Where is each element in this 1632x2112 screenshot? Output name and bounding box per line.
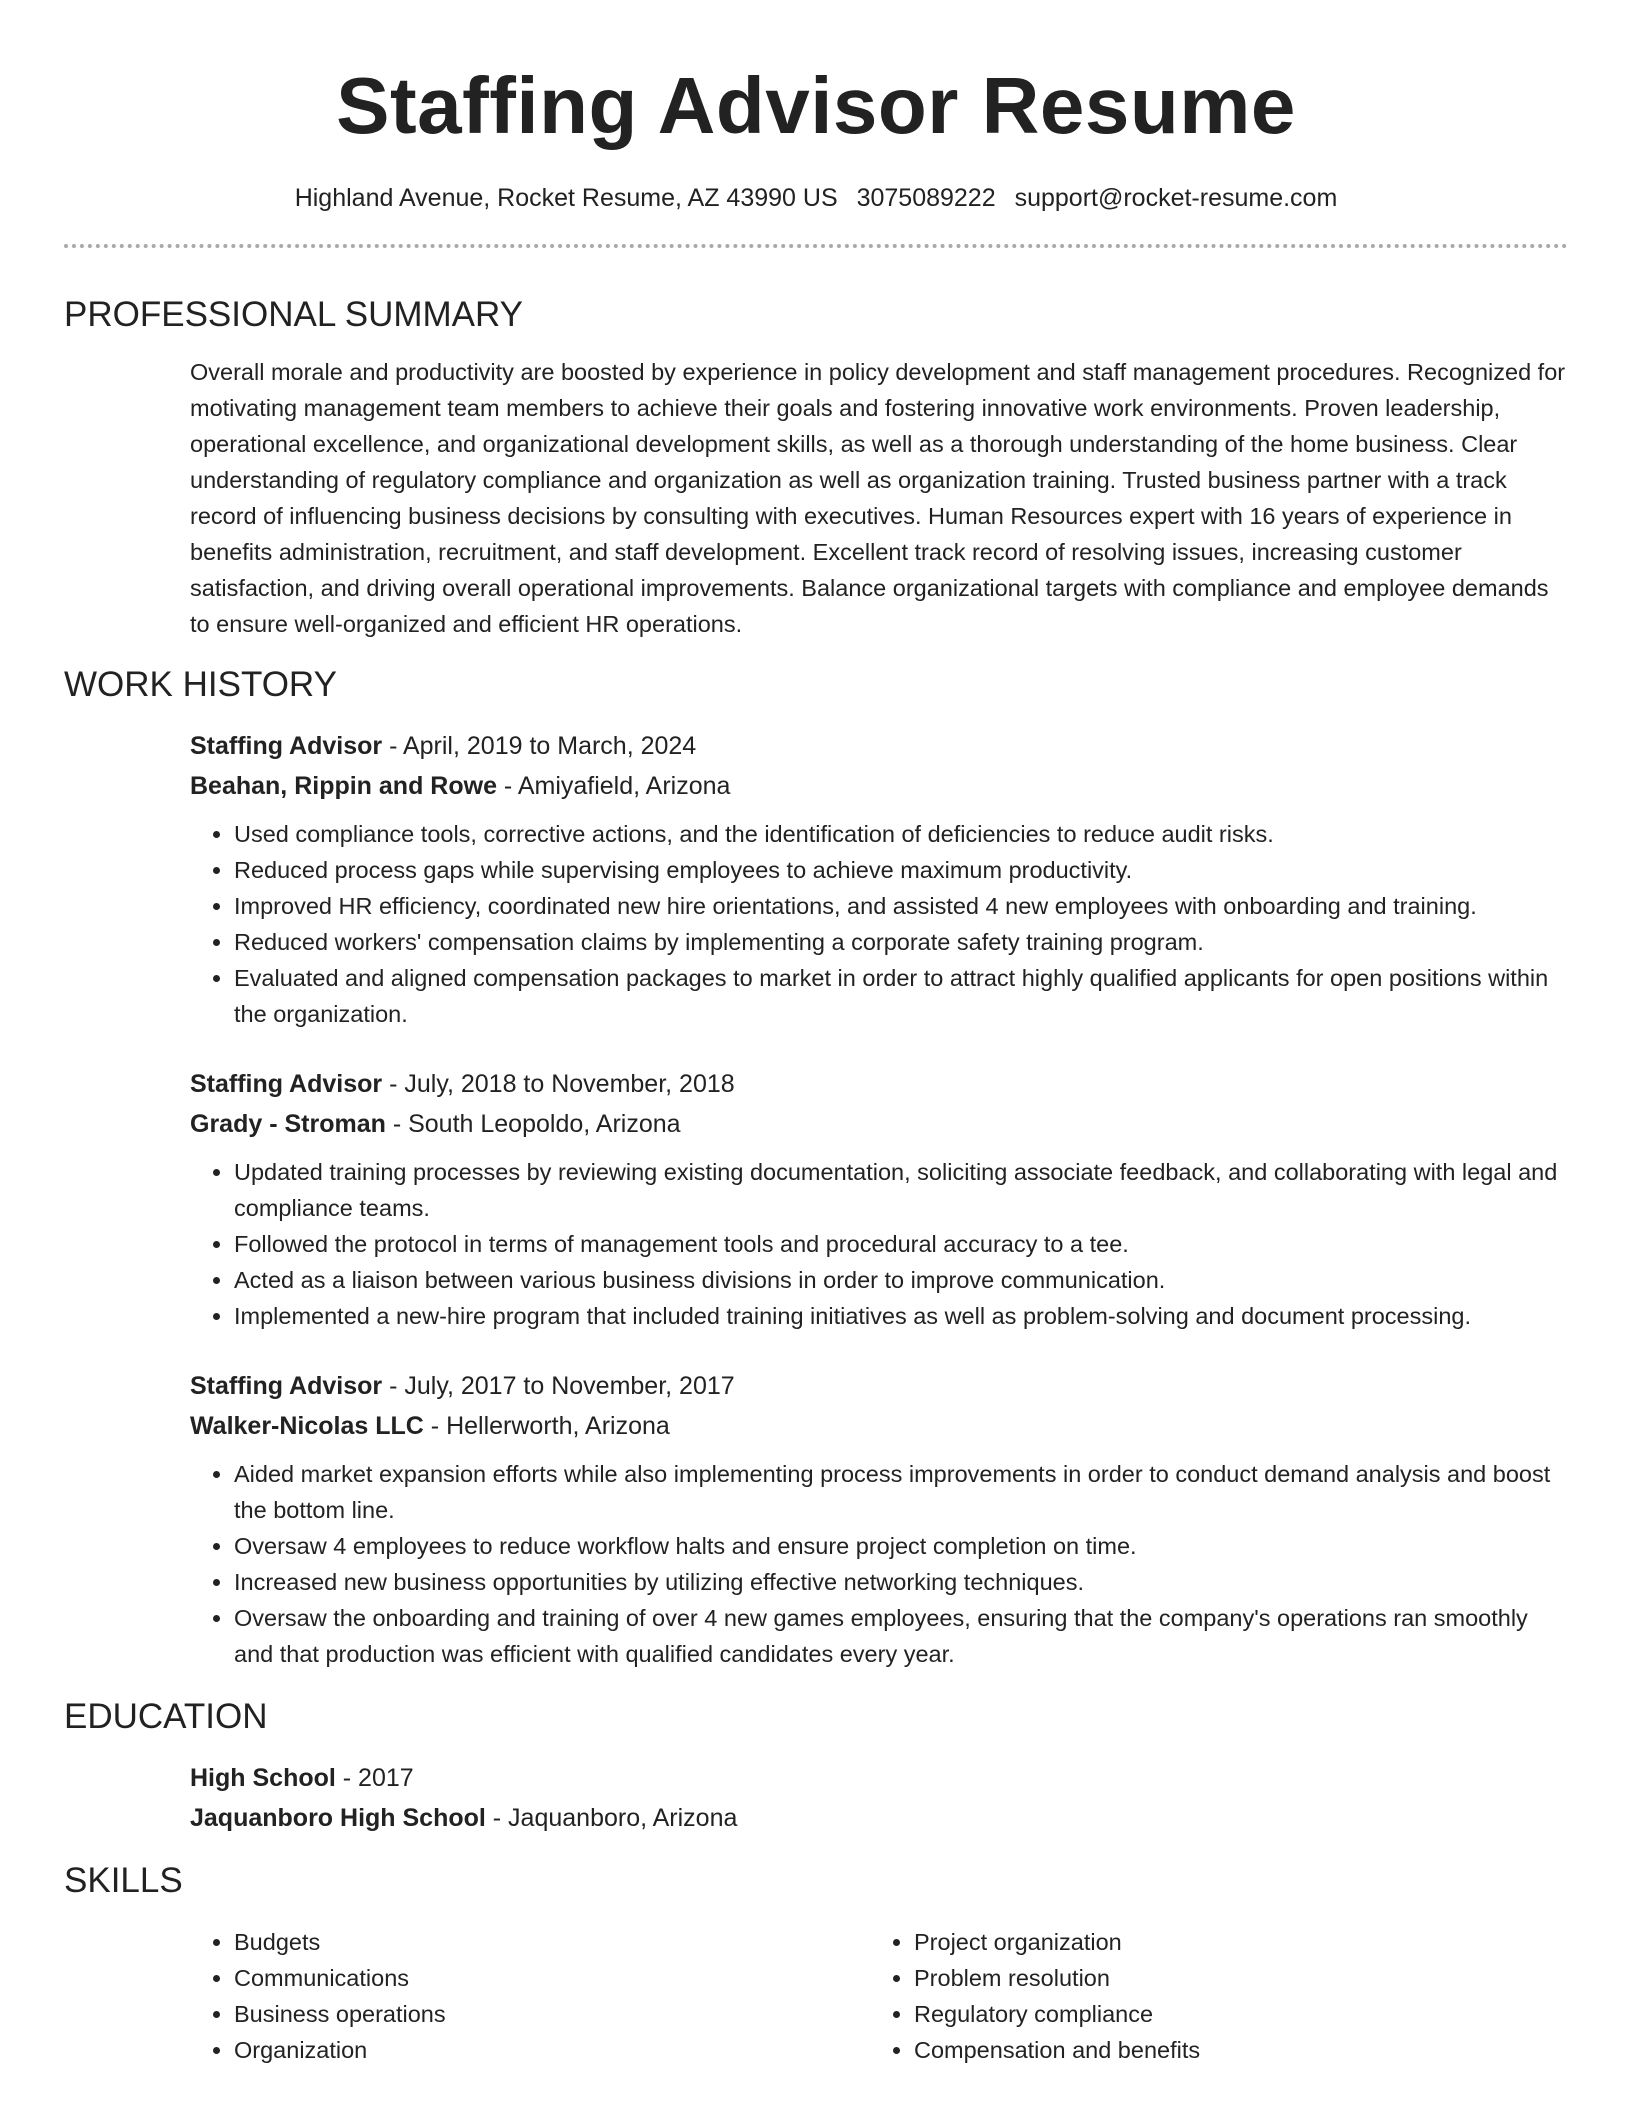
education-location: - Jaquanboro, Arizona [485, 1804, 738, 1832]
summary-text: Overall morale and productivity are boosted by experience in policy development and staff management procedures. Recognized for motivating management team members to achieve their goals and fostering innovative work environments. Proven leadership, operational excellence, and organizational development skills, as well as a thorough understanding of the home business. Clear understanding of regulatory compliance and organization as well as organization training. Trusted business partner with a track record of influencing business decisions by consulting with executives. Human Resources expert with 16 years of experience in benefits administration, recruitment, and staff development. Excellent track record of resolving issues, increasing customer satisfaction, and driving overall operational improvements. Balance organizational targets with compliance and employee demands to ensure well-organized and efficient HR operations. [190, 359, 1566, 637]
job-company: Beahan, Rippin and Rowe [190, 772, 497, 800]
contact-address: Highland Avenue, Rocket Resume, AZ 43990 US [294, 184, 838, 212]
skills-columns [190, 1924, 1568, 2068]
job-dates: - April, 2019 to March, 2024 [382, 732, 697, 760]
job-entry [190, 1366, 1568, 1672]
job-bullet: • Increased new business opportunities by utilizing effective networking techniques. [234, 1564, 1568, 1600]
professional-summary-section [64, 294, 1568, 642]
education-degree-line [190, 1758, 1568, 1798]
job-title-line [190, 1366, 1568, 1406]
job-title-line [190, 726, 1568, 766]
job-role: Staffing Advisor [190, 1372, 383, 1400]
skill-item: • Communications [234, 1960, 870, 1996]
skill-item: • Compensation and benefits [914, 2032, 1550, 2068]
education-year: - 2017 [335, 1764, 414, 1792]
skill-item: • Regulatory compliance [914, 1996, 1550, 2032]
education-degree: High School [190, 1764, 336, 1792]
skills-list-right [870, 1924, 1550, 2068]
job-bullet: • Oversaw 4 employees to reduce workflow halts and ensure project completion on time. [234, 1528, 1568, 1564]
job-role: Staffing Advisor [190, 1070, 383, 1098]
job-company-line [190, 1104, 1568, 1144]
job-entry [190, 1064, 1568, 1334]
skills-section [64, 1860, 1568, 2068]
section-title-skills: SKILLS [64, 1861, 183, 1900]
education-section [64, 1696, 1568, 1838]
job-bullet: • Improved HR efficiency, coordinated new hire orientations, and assisted 4 new employees with onboarding and training. [234, 888, 1568, 924]
job-bullet: • Acted as a liaison between various business divisions in order to improve communication. [234, 1262, 1568, 1298]
contact-email: support@rocket-resume.com [1014, 184, 1338, 212]
resume-title: Staffing Advisor Resume [336, 61, 1296, 150]
section-title-summary: PROFESSIONAL SUMMARY [64, 295, 523, 334]
job-dates: - July, 2018 to November, 2018 [382, 1070, 735, 1098]
job-bullet: • Used compliance tools, corrective actions, and the identification of deficiencies to reduce audit risks. [234, 816, 1568, 852]
job-company-line [190, 766, 1568, 806]
skill-item: • Problem resolution [914, 1960, 1550, 1996]
job-dates: - July, 2017 to November, 2017 [382, 1372, 735, 1400]
contact-line [64, 182, 1568, 214]
job-company-line [190, 1406, 1568, 1446]
section-title-work-history: WORK HISTORY [64, 665, 337, 704]
job-company: Grady - Stroman [190, 1110, 386, 1138]
skills-list-left [190, 1924, 870, 2068]
job-bullet: • Evaluated and aligned compensation packages to market in order to attract highly qualified applicants for open positions within the organization. [234, 960, 1568, 1032]
skill-item: • Business operations [234, 1996, 870, 2032]
job-role: Staffing Advisor [190, 732, 383, 760]
section-title-education: EDUCATION [64, 1697, 268, 1736]
job-bullet: • Oversaw the onboarding and training of over 4 new games employees, ensuring that the company's operations ran smoothly and that production was efficient with qualified candidates every year. [234, 1600, 1568, 1672]
job-bullet: • Followed the protocol in terms of management tools and procedural accuracy to a tee. [234, 1226, 1568, 1262]
job-location: - Amiyafield, Arizona [496, 772, 731, 800]
job-bullets [190, 1456, 1568, 1672]
education-school-line [190, 1798, 1568, 1838]
contact-phone: 3075089222 [856, 184, 996, 212]
education-school: Jaquanboro High School [190, 1804, 486, 1832]
job-bullet: • Aided market expansion efforts while also implementing process improvements in order to conduct demand analysis and boost the bottom line. [234, 1456, 1568, 1528]
job-bullets [190, 1154, 1568, 1334]
skill-item: • Budgets [234, 1924, 870, 1960]
job-bullet: • Updated training processes by reviewing existing documentation, soliciting associate feedback, and collaborating with legal and compliance teams. [234, 1154, 1568, 1226]
job-bullet: • Implemented a new-hire program that included training initiatives as well as problem-solving and document processing. [234, 1298, 1568, 1334]
skill-item: • Project organization [914, 1924, 1550, 1960]
work-history-section [64, 664, 1568, 1672]
education-entry [190, 1758, 1568, 1838]
job-location: - Hellerworth, Arizona [423, 1412, 670, 1440]
job-entry [190, 726, 1568, 1032]
job-bullet: • Reduced workers' compensation claims by implementing a corporate safety training program. [234, 924, 1568, 960]
job-bullet: • Reduced process gaps while supervising employees to achieve maximum productivity. [234, 852, 1568, 888]
job-bullets [190, 816, 1568, 1032]
job-title-line [190, 1064, 1568, 1104]
skill-item: • Organization [234, 2032, 870, 2068]
header-divider [64, 244, 1568, 248]
job-company: Walker-Nicolas LLC [190, 1412, 424, 1440]
job-location: - South Leopoldo, Arizona [385, 1110, 681, 1138]
